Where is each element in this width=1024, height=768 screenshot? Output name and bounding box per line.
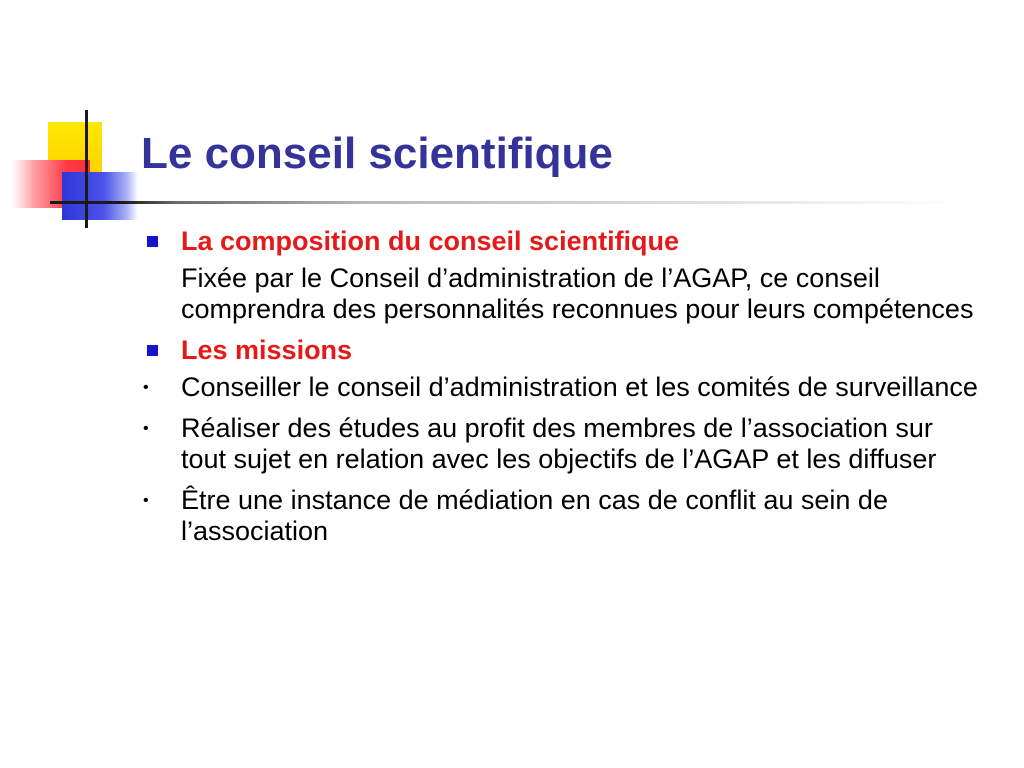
dot-bullet-icon: • bbox=[143, 492, 149, 509]
mission-text: Conseiller le conseil d’administration et les comités de surveillance bbox=[181, 372, 978, 402]
mission-item-1 bbox=[140, 372, 980, 403]
slide-title: Le conseil scientifique bbox=[141, 129, 613, 178]
mission-text: Réaliser des études au profit des membres de l’association sur tout sujet en relation avec les objectifs de l’AGAP et les diffuser bbox=[181, 413, 937, 474]
mission-text: Être une instance de médiation en cas de conflit au sein de l’association bbox=[181, 485, 888, 546]
bullet-missions bbox=[140, 335, 980, 366]
bullet-heading: La composition du conseil scientifique bbox=[181, 226, 680, 256]
composition-paragraph: Fixée par le Conseil d’administration de l’AGAP, ce conseil comprendra des personnalités reconnues pour leurs compétences bbox=[181, 263, 974, 324]
mission-item-2 bbox=[140, 413, 980, 475]
square-bullet-icon bbox=[147, 236, 158, 247]
logo-blue-bar-icon bbox=[62, 172, 138, 220]
title-underline-divider bbox=[50, 201, 960, 204]
bullet-composition bbox=[140, 226, 980, 257]
mission-item-3 bbox=[140, 485, 980, 547]
square-bullet-icon bbox=[147, 345, 158, 356]
logo-vertical-line bbox=[85, 110, 88, 228]
bullet-heading: Les missions bbox=[181, 335, 353, 365]
dot-bullet-icon: • bbox=[143, 420, 149, 437]
slide-content bbox=[140, 226, 980, 557]
dot-bullet-icon: • bbox=[143, 379, 149, 396]
